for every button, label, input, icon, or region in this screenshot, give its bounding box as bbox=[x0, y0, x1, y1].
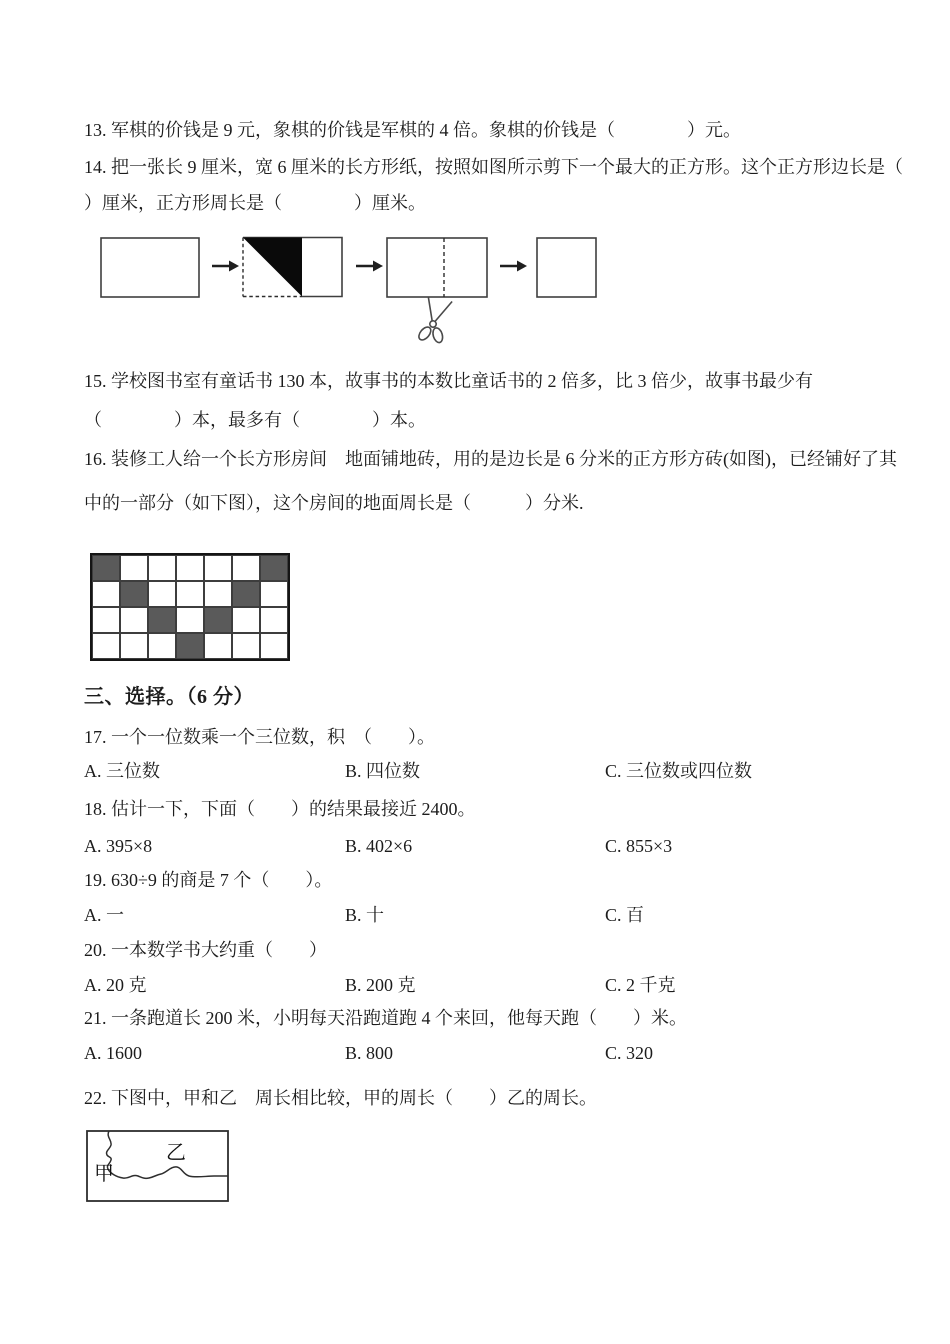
paper-rectangle bbox=[101, 238, 199, 297]
question-21-option-a: A. 1600 bbox=[84, 1043, 142, 1063]
question-20-option-b: B. 200 克 bbox=[345, 975, 416, 995]
arrow-right-icon bbox=[500, 261, 527, 272]
question-19-options bbox=[0, 902, 950, 928]
grid-cell bbox=[92, 555, 120, 581]
grid-cell bbox=[120, 581, 148, 607]
question-17-option-c: C. 三位数或四位数 bbox=[605, 761, 753, 781]
grid-cell bbox=[260, 581, 288, 607]
question-19-text: 19. 630÷9 的商是 7 个（ ）。 bbox=[84, 870, 333, 890]
question-21-options bbox=[0, 1040, 950, 1066]
question-19-option-c: C. 百 bbox=[605, 905, 645, 925]
grid-cell bbox=[204, 633, 232, 659]
grid-cell bbox=[176, 555, 204, 581]
folded-rectangle bbox=[243, 238, 342, 297]
grid-cell bbox=[232, 581, 260, 607]
grid-cell bbox=[92, 581, 120, 607]
grid-cell bbox=[176, 581, 204, 607]
question-20-option-a: A. 20 克 bbox=[84, 975, 147, 995]
shape-compare-figure bbox=[86, 1130, 229, 1202]
scissors-icon bbox=[416, 296, 453, 347]
grid-cell bbox=[120, 607, 148, 633]
arrow-right-icon bbox=[212, 261, 239, 272]
grid-cell bbox=[232, 607, 260, 633]
grid-cell bbox=[92, 607, 120, 633]
question-18-option-c: C. 855×3 bbox=[605, 836, 673, 856]
question-17-option-a: A. 三位数 bbox=[84, 761, 160, 781]
question-19-option-a: A. 一 bbox=[84, 905, 124, 925]
black-fold-triangle bbox=[243, 238, 302, 297]
question-20-option-c: C. 2 千克 bbox=[605, 975, 676, 995]
shape-label-yi: 乙 bbox=[166, 1142, 186, 1164]
question-18-text: 18. 估计一下，下面（ ）的结果最接近 2400。 bbox=[84, 799, 476, 819]
grid-cell bbox=[260, 607, 288, 633]
grid-cell bbox=[176, 633, 204, 659]
question-21-text: 21. 一条跑道长 200 米，小明每天沿跑道跑 4 个来回，他每天跑（ ）米。 bbox=[84, 1008, 687, 1028]
question-22-text: 22. 下图中，甲和乙 周长相比较，甲的周长（ ）乙的周长。 bbox=[84, 1088, 597, 1108]
question-20-text: 20. 一本数学书大约重（ ） bbox=[84, 940, 327, 960]
question-17-options bbox=[0, 758, 950, 784]
grid-cell bbox=[204, 607, 232, 633]
question-18-option-b: B. 402×6 bbox=[345, 836, 413, 856]
question-20-options bbox=[0, 972, 950, 998]
grid-cell bbox=[148, 581, 176, 607]
grid-cell bbox=[92, 633, 120, 659]
question-14-text-line2: ）厘米，正方形周长是（ ）厘米。 bbox=[84, 193, 426, 213]
grid-cell bbox=[232, 633, 260, 659]
question-17-text: 17. 一个一位数乘一个三位数，积 （ ）。 bbox=[84, 727, 435, 747]
question-16-text-line1: 16. 装修工人给一个长方形房间 地面铺地砖，用的是边长是 6 分米的正方形方砖(如图)，已经铺好了其 bbox=[84, 449, 897, 469]
fold-cut-sequence-figure bbox=[100, 236, 600, 350]
grid-cell bbox=[148, 555, 176, 581]
rectangle-with-cut-line bbox=[387, 238, 487, 297]
question-17-option-b: B. 四位数 bbox=[345, 761, 421, 781]
question-16-text-line2: 中的一部分（如下图），这个房间的地面周长是（ ）分米. bbox=[84, 493, 584, 513]
arrow-right-icon bbox=[356, 261, 383, 272]
question-19-option-b: B. 十 bbox=[345, 905, 385, 925]
grid-cell bbox=[120, 633, 148, 659]
grid-cell bbox=[204, 555, 232, 581]
question-15-text-line2: （ ）本，最多有（ ）本。 bbox=[84, 410, 426, 430]
grid-cell bbox=[204, 581, 232, 607]
shape-label-jia: 甲 bbox=[94, 1163, 114, 1185]
grid-cell bbox=[148, 607, 176, 633]
grid-cell bbox=[232, 555, 260, 581]
question-15-text-line1: 15. 学校图书室有童话书 130 本，故事书的本数比童话书的 2 倍多，比 3 倍少，故事书最少有 bbox=[84, 371, 813, 391]
grid-cell bbox=[176, 607, 204, 633]
question-14-text-line1: 14. 把一张长 9 厘米，宽 6 厘米的长方形纸，按照如图所示剪下一个最大的正方形。这个正方形边长是（ bbox=[84, 157, 903, 177]
question-18-options bbox=[0, 833, 950, 859]
grid-cell bbox=[260, 633, 288, 659]
question-18-option-a: A. 395×8 bbox=[84, 836, 153, 856]
cut-square bbox=[537, 238, 596, 297]
grid-cell bbox=[260, 555, 288, 581]
grid-cell bbox=[120, 555, 148, 581]
grid-cell bbox=[148, 633, 176, 659]
question-21-option-b: B. 800 bbox=[345, 1043, 394, 1063]
question-21-option-c: C. 320 bbox=[605, 1043, 654, 1063]
section-3-heading: 三、选择。（6 分） bbox=[84, 686, 254, 708]
tile-grid bbox=[90, 553, 290, 661]
question-13-text: 13. 军棋的价钱是 9 元，象棋的价钱是军棋的 4 倍。象棋的价钱是（ ）元。 bbox=[84, 120, 741, 140]
